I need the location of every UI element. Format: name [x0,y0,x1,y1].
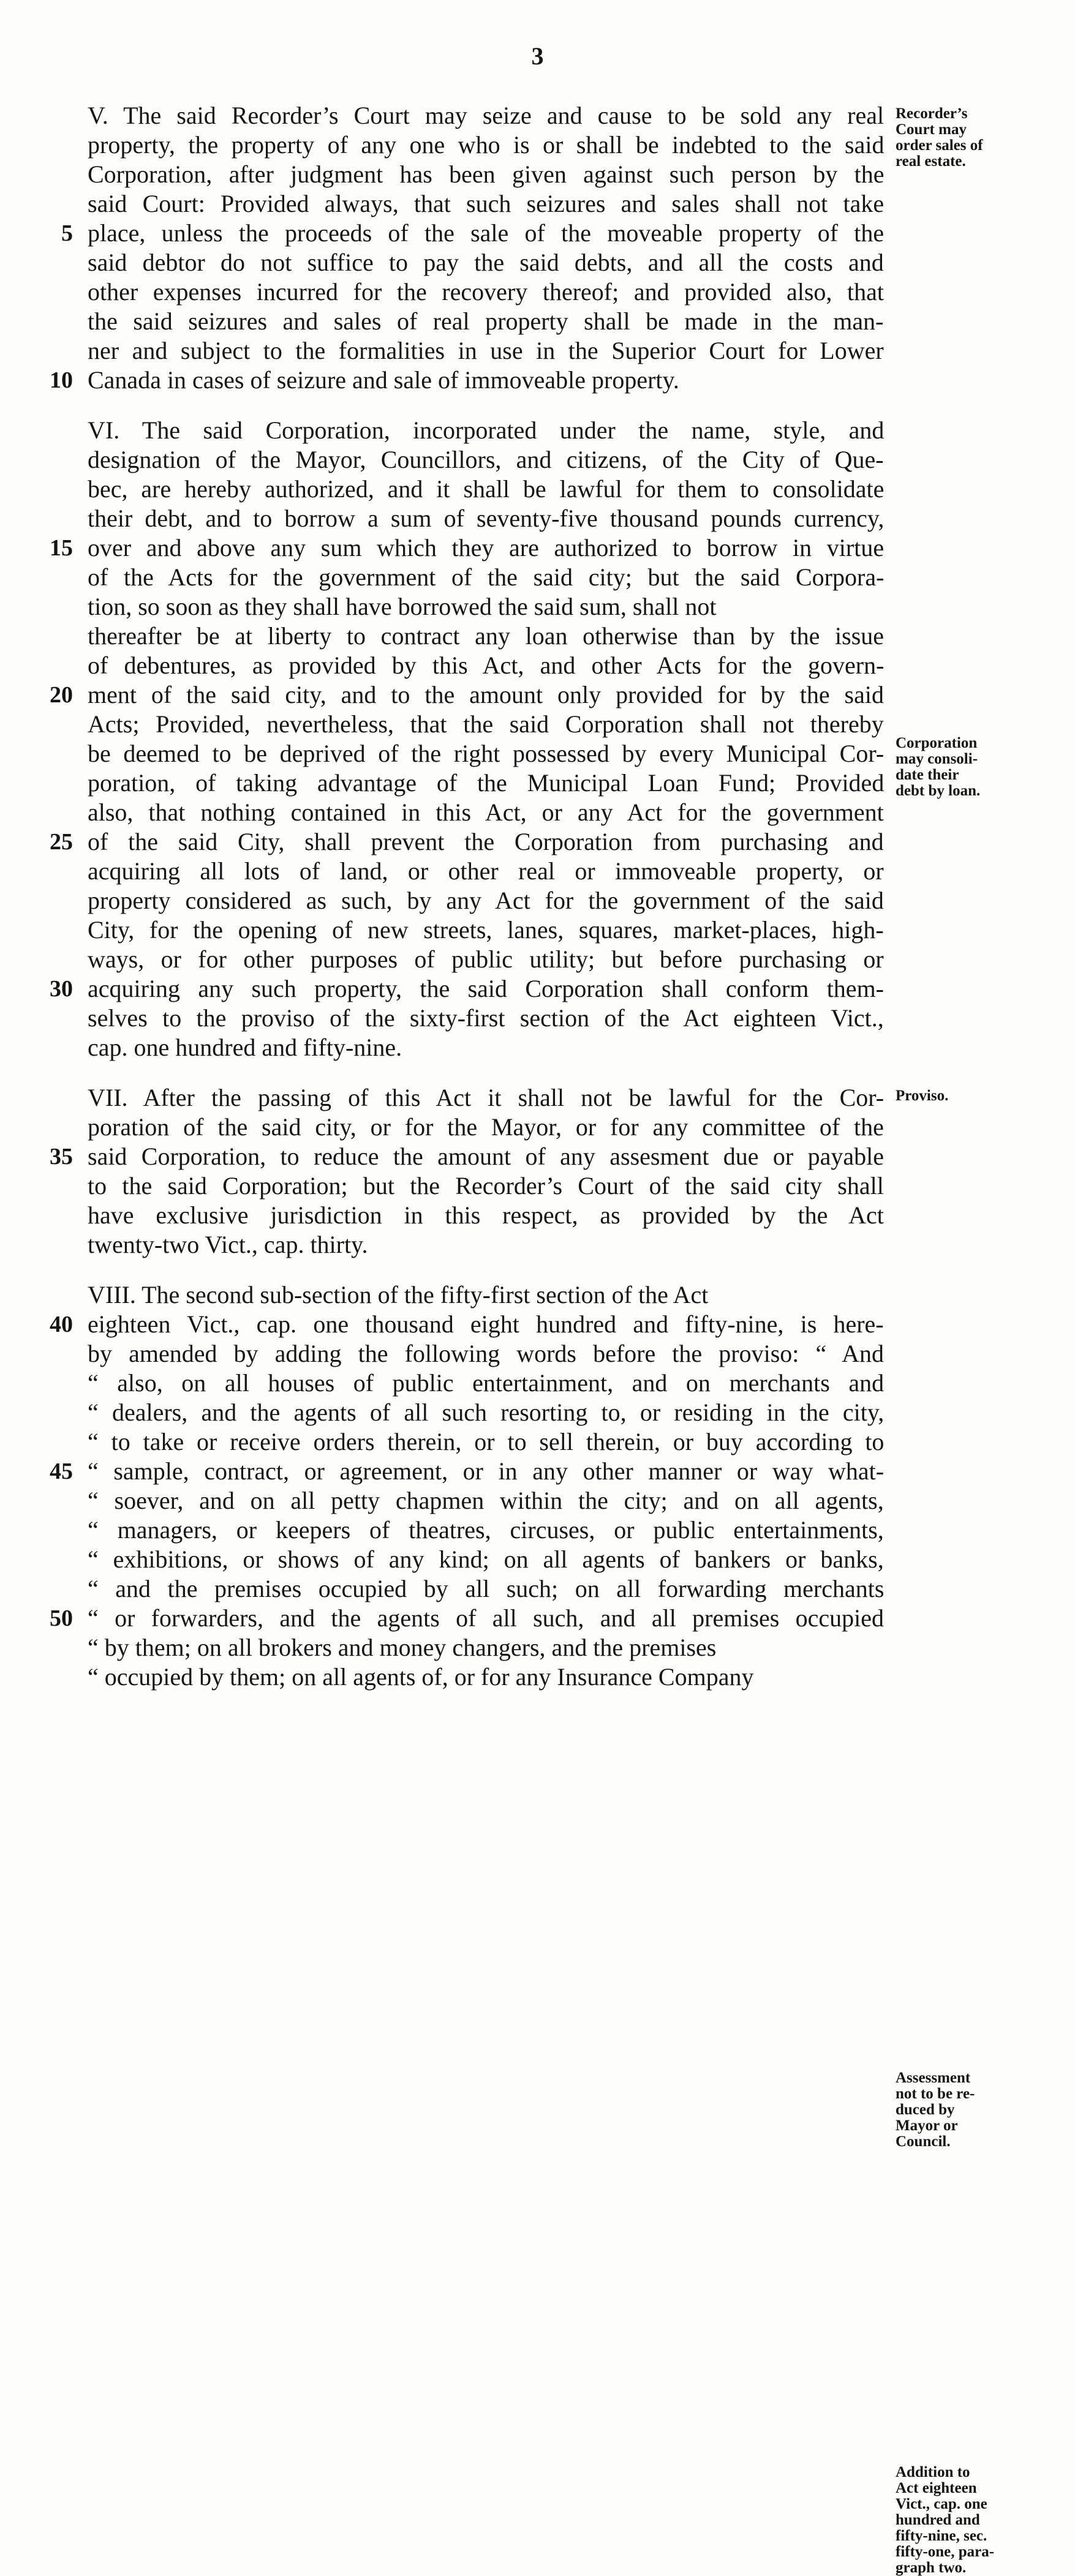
line-number: 45 [50,1459,73,1484]
text-line [88,277,884,307]
text-line [88,1280,884,1310]
side-note-line: may consoli- [896,751,978,767]
line-text: City, for the opening of new streets, lanes, squares, market-places, high- [88,916,884,944]
text-line [88,1486,884,1515]
text-line [88,1662,884,1692]
side-note [896,2465,994,2576]
text-line [50,366,884,395]
side-note-line: debt by loan. [896,783,981,799]
line-number: 5 [61,220,73,246]
side-note [896,2070,975,2150]
side-note-line: duced by [896,2101,955,2118]
side-note-line: real estate. [896,153,966,170]
text-line [88,445,884,475]
text-line [88,563,884,592]
side-note-line: date their [896,767,959,783]
text-line [88,1427,884,1457]
line-text: ment of the said city, and to the amount only provided for by the said [88,681,884,708]
line-number: 50 [50,1605,73,1631]
line-text: “ and the premises occupied by all such; on all forwarding merchants [88,1575,885,1602]
text-line [88,130,884,160]
text-line [88,1083,884,1113]
side-note [896,106,983,170]
side-note-line: Recorder’s [896,105,968,122]
text-line [88,189,884,219]
line-text: said Court: Provided always, that such seizures and sales shall not take [88,190,885,217]
side-note-line: Assessment [896,2070,971,2086]
line-text: other expenses incurred for the recovery thereof; and provided also, that [88,278,884,306]
text-line [88,416,884,445]
line-text: eighteen Vict., cap. one thousand eight hundred and fifty-nine, is here- [88,1310,884,1338]
text-line [88,857,884,886]
line-text: VII. After the passing of this Act it shall not be lawful for the Cor- [88,1084,885,1111]
text-line [88,621,884,651]
text-line [88,945,884,974]
line-text: property, the property of any one who is or shall be indebted to the said [88,131,885,159]
line-text: tion, so soon as they shall have borrowed the said sum, shall not [88,593,717,620]
line-text: their debt, and to borrow a sum of seventy-five thousand pounds currency, [88,505,885,532]
line-text: V. The said Recorder’s Court may seize and cause to be sold any real [88,102,885,129]
side-note-line: fifty-one, para- [896,2544,995,2560]
line-number: 35 [50,1144,73,1170]
text-line [88,886,884,915]
line-text: be deemed to be deprived of the right possessed by every Municipal Cor- [88,740,885,767]
text-line [88,1230,884,1260]
side-note-line: Act eighteen [896,2480,977,2496]
line-text: VIII. The second sub-section of the fifty-first section of the Act [88,1281,709,1309]
line-text: “ soever, and on all petty chapmen within the city; and on all agents, [88,1487,884,1514]
line-number: 10 [50,367,73,393]
text-line [88,101,884,130]
text-line [88,1545,884,1574]
text-line [88,739,884,768]
text-line [88,1633,884,1662]
text-line [88,1369,884,1398]
text-line [88,1113,884,1142]
text-line [88,592,884,621]
line-text: also, that nothing contained in this Act, or any Act for the government [88,798,884,826]
line-text: cap. one hundred and fifty-nine. [88,1034,402,1061]
text-line [50,1604,885,1633]
line-text: “ also, on all houses of public entertainment, and on merchants and [88,1369,885,1397]
line-text: “ exhibitions, or shows of any kind; on all agents of bankers or banks, [88,1545,884,1573]
side-note-line: Addition to [896,2464,970,2480]
line-text: bec, are hereby authorized, and it shall be lawful for them to consolidate [88,475,885,503]
line-text: the said seizures and sales of real property shall be made in the man- [88,307,884,335]
text-line [88,798,884,827]
line-text: poration of the said city, or for the Mayor, or for any committee of the [88,1113,884,1141]
text-line [88,651,884,680]
text-line [88,307,884,336]
line-text: “ occupied by them; on all agents of, or for any Insurance Company [88,1663,754,1691]
text-line [88,160,884,189]
side-note-line: Mayor or [896,2117,958,2134]
text-line [50,974,884,1004]
line-number: 25 [50,829,73,855]
line-text: thereafter be at liberty to contract any loan otherwise than by the issue [88,622,885,650]
side-note-line: hundred and [896,2512,980,2528]
statute-body [50,101,885,1713]
line-text: said debtor do not suffice to pay the said debts, and all the costs and [88,249,884,276]
section-V [50,101,885,395]
section-VIII [50,1280,885,1692]
side-note-line: graph two. [896,2559,967,2576]
side-note-line: Corporation [896,735,978,751]
line-text: “ or forwarders, and the agents of all such, and all premises occupied [88,1604,885,1632]
text-line [88,1398,884,1427]
text-line [88,710,884,739]
line-text: ways, or for other purposes of public utility; but before purchasing or [88,945,884,973]
line-text: “ to take or receive orders therein, or to sell therein, or buy according to [88,1428,885,1455]
line-text: said Corporation, to reduce the amount of any assesment due or payable [88,1143,884,1170]
text-line [88,1004,884,1033]
side-note-line: Court may [896,121,967,138]
line-number: 30 [50,976,73,1002]
line-text: by amended by adding the following words before the proviso: “ And [88,1340,884,1367]
line-number: 40 [50,1312,73,1337]
line-text: ner and subject to the formalities in use in the Superior Court for Lower [88,337,884,364]
line-text: designation of the Mayor, Councillors, and citizens, of the City of Que- [88,446,884,473]
page-number: 3 [531,42,544,70]
line-text: “ managers, or keepers of theatres, circuses, or public entertainments, [88,1516,884,1544]
line-text: to the said Corporation; but the Recorder’s Court of the said city shall [88,1172,884,1200]
section-VII [50,1083,885,1260]
line-text: property considered as such, by any Act for the government of the said [88,887,884,914]
text-line [88,1574,884,1604]
text-line [88,1515,884,1545]
side-note [896,1088,948,1104]
line-text: place, unless the proceeds of the sale of the moveable property of the [88,219,885,247]
text-line [50,680,884,710]
line-number: 20 [50,682,73,708]
line-text: Canada in cases of seizure and sale of immoveable property. [88,366,679,394]
line-text: have exclusive jurisdiction in this respect, as provided by the Act [88,1201,884,1229]
text-line [50,1310,884,1339]
line-text: acquiring any such property, the said Corporation shall conform them- [88,975,884,1002]
text-line [88,1033,884,1062]
text-line [50,1142,884,1171]
line-text: acquiring all lots of land, or other real or immoveable property, or [88,857,884,885]
text-line [88,248,884,277]
line-text: of the said City, shall prevent the Corporation from purchasing and [88,828,884,855]
line-text: of the Acts for the government of the said city; but the said Corpora- [88,563,885,591]
side-note-line: Proviso. [896,1087,949,1104]
text-line [50,827,884,857]
text-line [88,1171,884,1201]
text-line [88,504,884,533]
line-text: Acts; Provided, nevertheless, that the said Corporation shall not thereby [88,710,884,738]
line-text: selves to the proviso of the sixty-first section of the Act eighteen Vict., [88,1004,884,1032]
side-note-line: Council. [896,2133,951,2150]
side-note-line: not to be re- [896,2086,975,2102]
line-number: 15 [50,535,73,561]
line-text: Corporation, after judgment has been given against such person by the [88,160,885,188]
side-note-line: order sales of [896,137,983,154]
line-text: of debentures, as provided by this Act, and other Acts for the govern- [88,652,885,679]
line-text: VI. The said Corporation, incorporated under the name, style, and [88,416,885,444]
text-line [61,219,885,248]
line-text: “ sample, contract, or agreement, or in any other manner or way what- [88,1457,885,1485]
text-line [50,533,885,563]
line-text: over and above any sum which they are authorized to borrow in virtue [88,534,885,561]
side-note-line: fifty-nine, sec. [896,2528,987,2544]
text-line [88,1339,884,1369]
line-text: poration, of taking advantage of the Municipal Loan Fund; Provided [88,769,885,797]
text-line [88,1201,884,1230]
line-text: “ dealers, and the agents of all such resorting to, or residing in the city, [88,1399,885,1426]
line-text: “ by them; on all brokers and money changers, and the premises [88,1634,717,1661]
text-line [88,915,884,945]
text-line [50,1457,885,1486]
side-note [896,735,980,799]
side-note-line: Vict., cap. one [896,2496,987,2512]
line-text: twenty-two Vict., cap. thirty. [88,1231,368,1258]
text-line [88,336,884,366]
section-VI [50,416,885,1062]
text-line [88,768,884,798]
text-line [88,475,884,504]
